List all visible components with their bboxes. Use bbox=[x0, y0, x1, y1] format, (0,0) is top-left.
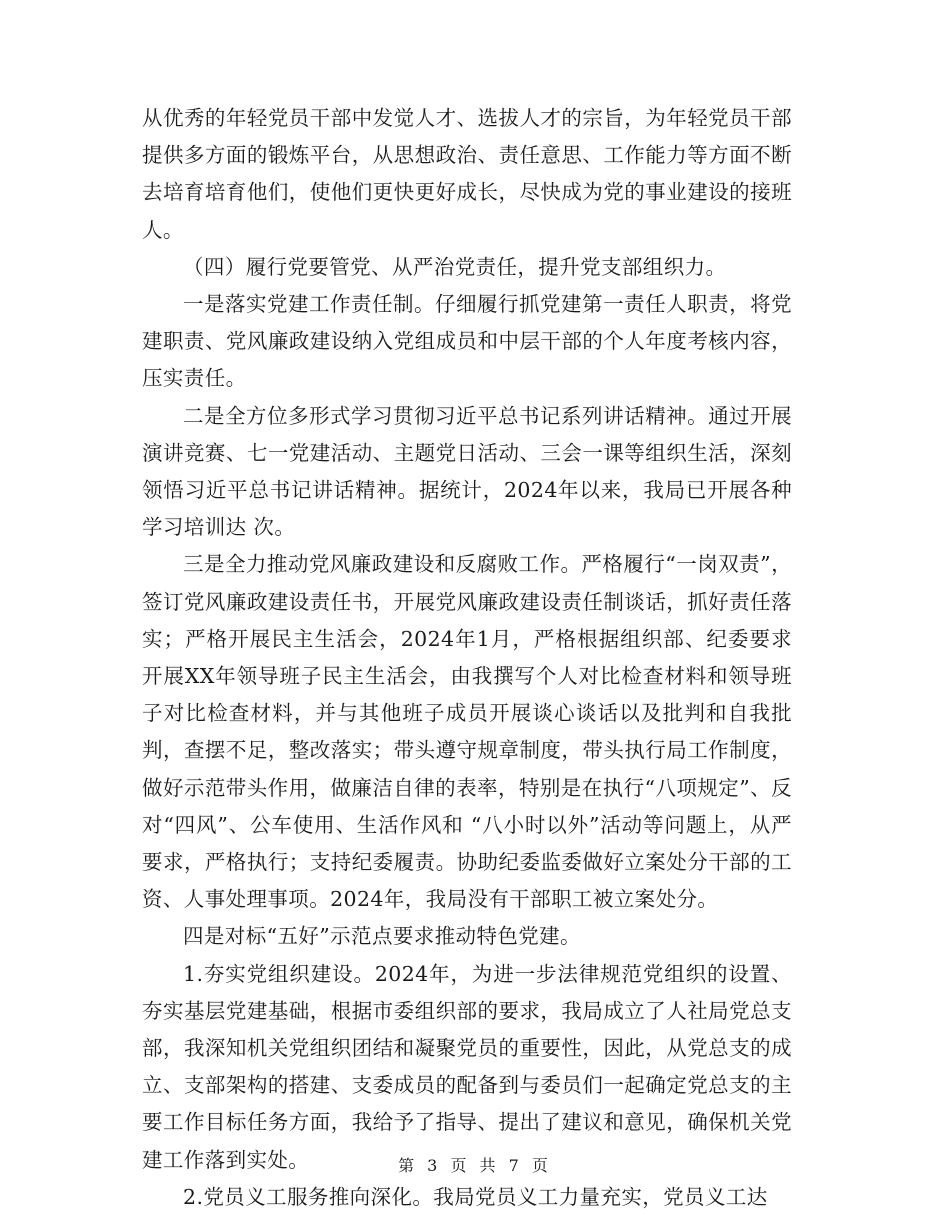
paragraph-item-three: 三是全力推动党风廉政建设和反腐败工作。严格履行“一岗双责”，签订党风廉政建设责任书，开展党风廉政建设责任制谈话，抓好责任落实；严格开展民主生活会，2024年1月，严格根据组织部、纪委要求开展XX年领导班子民主生活会，由我撰写个人对比检查材料和领导班子对比检查材料，并与其他班子成员开展谈心谈话以及批判和自我批判，查摆不足，整改落实；带头遵守规章制度，带头执行局工作制度，做好示范带头作用，做廉洁自律的表率，特别是在执行“八项规定”、反对“四风”、公车使用、生活作风和 “八小时以外”活动等问题上，从严要求，严格执行；支持纪委履责。协助纪委监委做好立案处分干部的工资、人事处理事项。2024年，我局没有干部职工被立案处分。 bbox=[142, 552, 792, 912]
paragraph-item-two: 二是全方位多形式学习贯彻习近平总书记系列讲话精神。通过开展演讲竞赛、七一党建活动、主题党日活动、三会一课等组织生活，深刻领悟习近平总书记讲话精神。据统计，2024年以来，我局已开展各种学习培训达 次。 bbox=[142, 403, 792, 540]
document-body bbox=[142, 100, 792, 1216]
section-heading-four: （四）履行党要管党、从严治党责任，提升党支部组织力。 bbox=[183, 254, 727, 279]
paragraph-subitem-one: 1.夯实党组织建设。2024年，为进一步法律规范党组织的设置、夯实基层党建基础，根据市委组织部的要求，我局成立了人社局党总支部，我深知机关党组织团结和凝聚党员的重要性，因此，从党总支的成立、支部架构的搭建、支委成员的配备到与委员们一起确定党总支的主要工作目标任务方面，我给予了指导、提出了建议和意见，确保机关党建工作落到实处。 bbox=[142, 961, 792, 1172]
paragraph-item-one: 一是落实党建工作责任制。仔细履行抓党建第一责任人职责，将党建职责、党风廉政建设纳入党组成员和中层干部的个人年度考核内容，压实责任。 bbox=[142, 292, 792, 391]
paragraph-continuation: 从优秀的年轻党员干部中发觉人才、选拔人才的宗旨，为年轻党员干部提供多方面的锻炼平台，从思想政治、责任意思、工作能力等方面不断去培育培育他们，使他们更快更好成长，尽快成为党的事业建设的接班人。 bbox=[142, 106, 792, 242]
paragraph-item-four: 四是对标“五好”示范点要求推动特色党建。 bbox=[183, 924, 581, 949]
paragraph-subitem-two: 2.党员义工服务推向深化。我局党员义工力量充实，党员义工达 bbox=[183, 1184, 768, 1209]
page-number-footer: 第 3 页 共 7 页 bbox=[398, 1156, 552, 1175]
